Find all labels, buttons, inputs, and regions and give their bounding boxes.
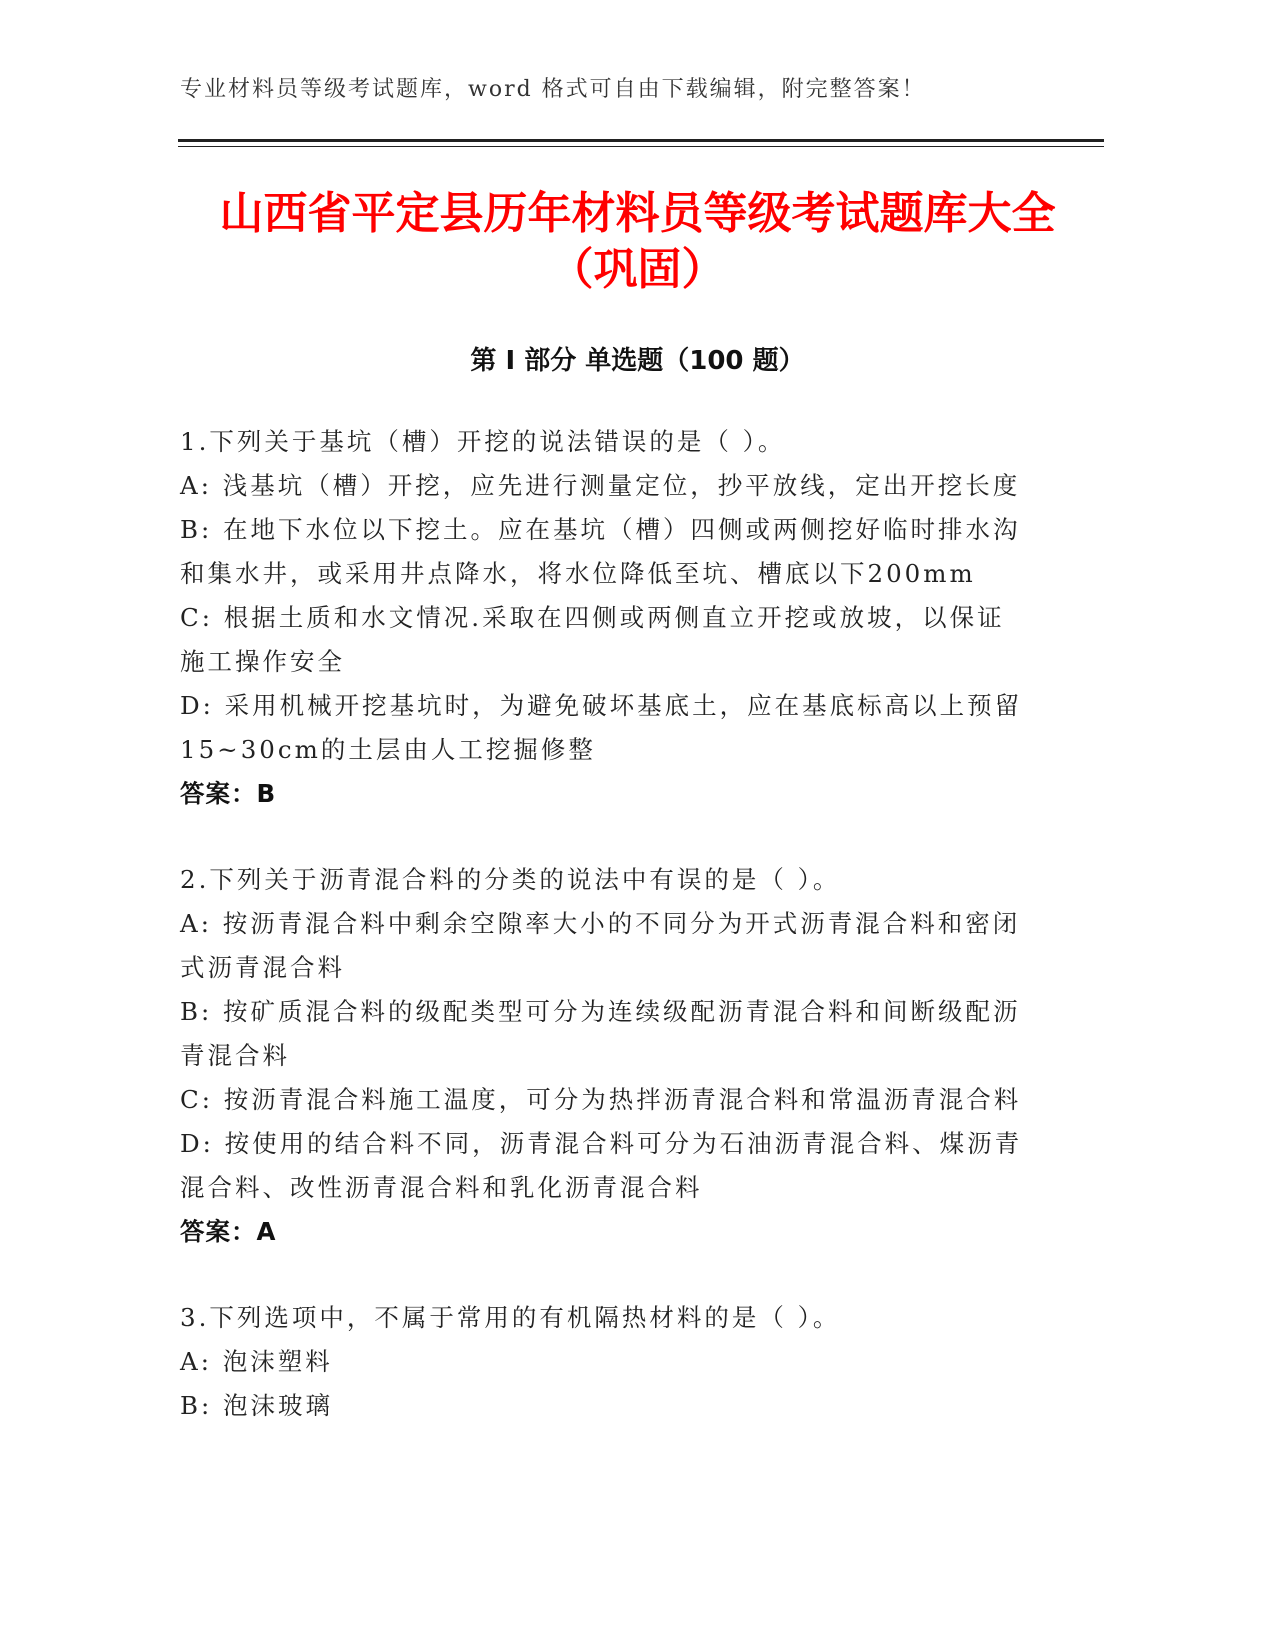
option-a: A: 浅基坑（槽）开挖，应先进行测量定位，抄平放线，定出开挖长度 — [180, 471, 1021, 500]
title-line-1: 山西省平定县历年材料员等级考试题库大全 — [219, 188, 1056, 239]
question-stem: 1.下列关于基坑（槽）开挖的说法错误的是（ ）。 — [180, 427, 786, 456]
option-a: A: 按沥青混合料中剩余空隙率大小的不同分为开式沥青混合料和密闭式沥青混合料 — [180, 909, 1021, 982]
document-title — [150, 186, 1125, 298]
header-rule-thick — [178, 139, 1104, 142]
option-d: D: 采用机械开挖基坑时，为避免破坏基底土，应在基底标高以上预留15~30cm的土层由人工挖掘修整 — [180, 691, 1023, 764]
option-a: A: 泡沫塑料 — [180, 1347, 333, 1376]
section-title: 第 I 部分 单选题（100 题） — [470, 346, 805, 376]
answer: 答案：A — [180, 1217, 277, 1246]
question-2 — [180, 858, 1030, 1254]
header-note: 专业材料员等级考试题库，word 格式可自由下载编辑，附完整答案！ — [180, 77, 926, 102]
question-1 — [180, 420, 1030, 816]
option-b: B: 泡沫玻璃 — [180, 1391, 334, 1420]
option-d: D: 按使用的结合料不同，沥青混合料可分为石油沥青混合料、煤沥青混合料、改性沥青混合料和乳化沥青混合料 — [180, 1129, 1023, 1202]
title-line-2: （巩固） — [549, 244, 726, 295]
answer: 答案：B — [180, 779, 277, 808]
option-c: C: 根据土质和水文情况.采取在四侧或两侧直立开挖或放坡，以保证施工操作安全 — [180, 603, 1005, 676]
question-list — [180, 420, 1030, 1470]
option-b: B: 按矿质混合料的级配类型可分为连续级配沥青混合料和间断级配沥青混合料 — [180, 997, 1021, 1070]
question-3 — [180, 1296, 1030, 1428]
option-c: C: 按沥青混合料施工温度，可分为热拌沥青混合料和常温沥青混合料 — [180, 1085, 1022, 1114]
question-stem: 3.下列选项中，不属于常用的有机隔热材料的是（ ）。 — [180, 1303, 841, 1332]
header-rule-thin — [178, 146, 1104, 147]
question-stem: 2.下列关于沥青混合料的分类的说法中有误的是（ ）。 — [180, 865, 841, 894]
option-b: B: 在地下水位以下挖土。应在基坑（槽）四侧或两侧挖好临时排水沟和集水井，或采用井点降水，将水位降低至坑、槽底以下200mm — [180, 515, 1021, 588]
